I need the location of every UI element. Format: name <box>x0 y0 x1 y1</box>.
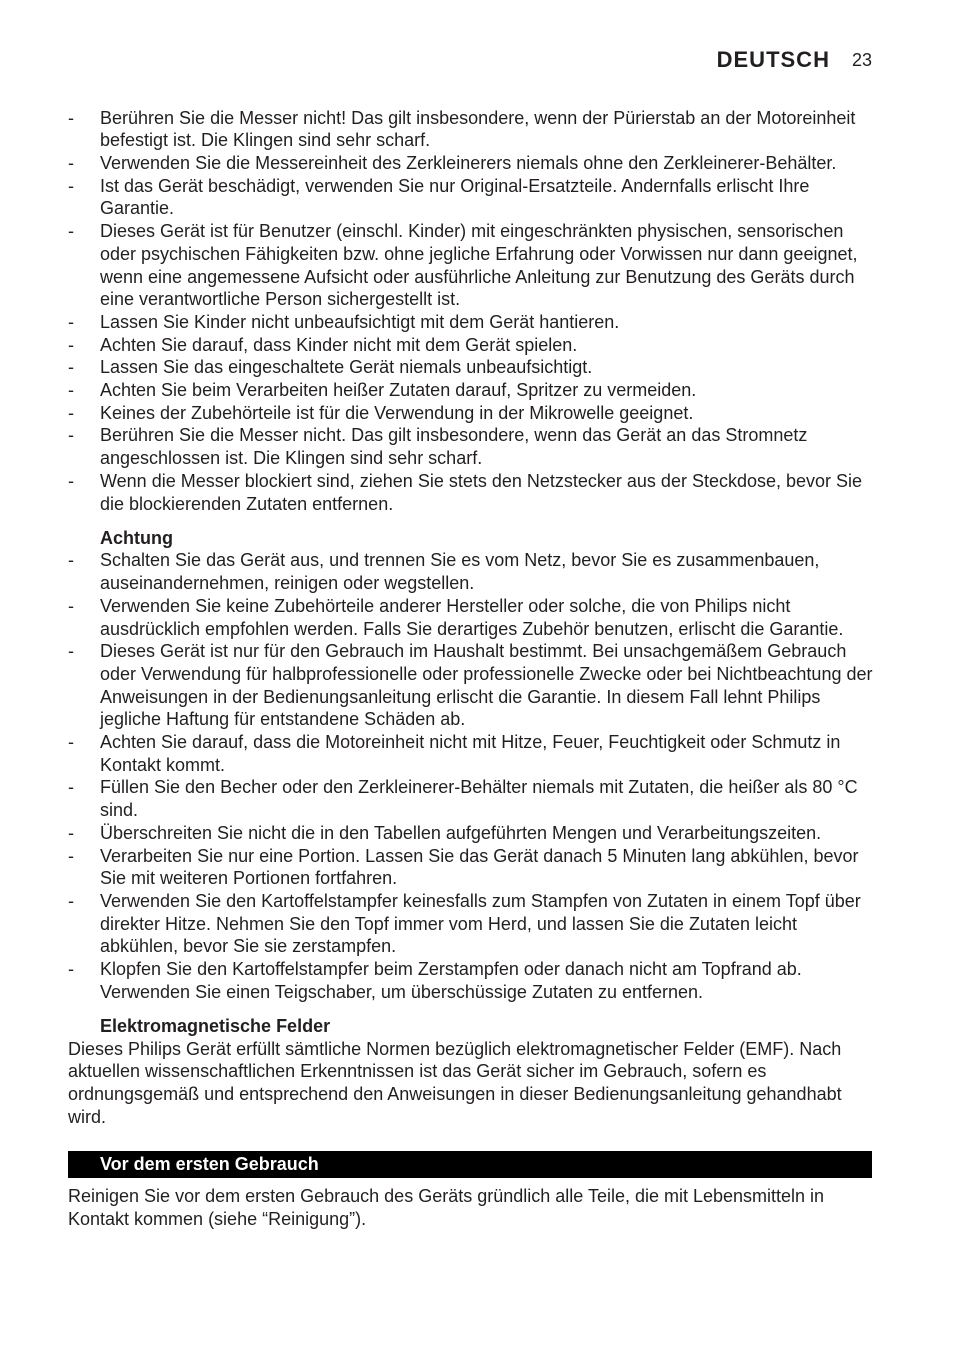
list-item: - Verwenden Sie den Kartoffelstampfer keinesfalls zum Stampfen von Zutaten in einem Topf über direkter Hitze. Nehmen Sie den Topf immer vom Herd, und lassen Sie die Zutaten leicht abkühlen, bevor Sie sie zerstampfen. <box>68 890 880 958</box>
warnings-list <box>68 107 880 516</box>
list-item: - Dieses Gerät ist nur für den Gebrauch im Haushalt bestimmt. Bei unsachgemäßem Gebrauch oder Verwendung für halbprofessionelle oder professionelle Zwecke oder bei Nichtbeachtung der Anweisungen in der Bedienungsanleitung erlischt die Garantie. In diesem Fall lehnt Philips jegliche Haftung für entstandene Schäden ab. <box>68 640 880 731</box>
list-item: - Verwenden Sie die Messereinheit des Zerkleinerers niemals ohne den Zerkleinerer-Behälter. <box>68 152 880 175</box>
list-item: - Verarbeiten Sie nur eine Portion. Lassen Sie das Gerät danach 5 Minuten lang abkühlen, bevor Sie mit weiteren Portionen fortfahren. <box>68 845 880 890</box>
list-item: - Lassen Sie Kinder nicht unbeaufsichtigt mit dem Gerät hantieren. <box>68 311 880 334</box>
list-item: - Dieses Gerät ist für Benutzer (einschl. Kinder) mit eingeschränkten physischen, sensorischen oder psychischen Fähigkeiten bzw. ohne jegliche Erfahrung oder Vorwissen nur dann geeignet, wenn eine angemessene Aufsicht oder ausführliche Anleitung zur Benutzung des Geräts durch eine verantwortliche Person sichergestellt ist. <box>68 220 880 311</box>
list-item: - Schalten Sie das Gerät aus, und trennen Sie es vom Netz, bevor Sie es zusammenbauen, auseinandernehmen, reinigen oder wegstellen. <box>68 549 880 594</box>
list-item: - Berühren Sie die Messer nicht! Das gilt insbesondere, wenn der Pürierstab an der Motoreinheit befestigt ist. Die Klingen sind sehr scharf. <box>68 107 880 152</box>
list-item: - Achten Sie darauf, dass die Motoreinheit nicht mit Hitze, Feuer, Feuchtigkeit oder Schmutz in Kontakt kommt. <box>68 731 880 776</box>
list-item: - Überschreiten Sie nicht die in den Tabellen aufgeführten Mengen und Verarbeitungszeiten. <box>68 822 880 845</box>
first-use-paragraph: Reinigen Sie vor dem ersten Gebrauch des Geräts gründlich alle Teile, die mit Lebensmitteln in Kontakt kommen (siehe “Reinigung”). <box>68 1186 825 1229</box>
list-item: - Füllen Sie den Becher oder den Zerkleinerer-Behälter niemals mit Zutaten, die heißer als 80 °C sind. <box>68 776 880 821</box>
list-item: - Wenn die Messer blockiert sind, ziehen Sie stets den Netzstecker aus der Steckdose, bevor Sie die blockierenden Zutaten entfernen. <box>68 470 880 515</box>
list-item: - Achten Sie beim Verarbeiten heißer Zutaten darauf, Spritzer zu vermeiden. <box>68 379 880 402</box>
section-heading-first-use: Vor dem ersten Gebrauch <box>68 1151 872 1178</box>
caution-list <box>68 549 880 1003</box>
page-number: 23 <box>851 50 872 70</box>
list-item: - Berühren Sie die Messer nicht. Das gilt insbesondere, wenn das Gerät an das Stromnetz angeschlossen ist. Die Klingen sind sehr scharf. <box>68 424 880 469</box>
list-item: - Keines der Zubehörteile ist für die Verwendung in der Mikrowelle geeignet. <box>68 402 880 425</box>
page-header <box>717 45 872 75</box>
section-heading-emf: Elektromagnetische Felder <box>100 1016 331 1037</box>
page-content <box>68 107 880 1231</box>
list-item: - Verwenden Sie keine Zubehörteile anderer Hersteller oder solche, die von Philips nicht ausdrücklich empfohlen werden. Falls Sie derartiges Zubehör benutzen, erlischt die Garantie. <box>68 595 880 640</box>
section-heading-caution: Achtung <box>100 527 173 548</box>
emf-paragraph: Dieses Philips Gerät erfüllt sämtliche Normen bezüglich elektromagnetischer Felder (EMF). Nach aktuellen wissenschaftlichen Erkenntnissen ist das Gerät sicher im Gebrauch, sofern es ordnungsgemäß und entsprechend den Anweisungen in dieser Bedienungsanleitung gehandhabt wird. <box>68 1038 842 1127</box>
list-item: - Klopfen Sie den Kartoffelstampfer beim Zerstampfen oder danach nicht am Topfrand ab. Verwenden Sie einen Teigschaber, um überschüssige Zutaten zu entfernen. <box>68 958 880 1003</box>
language-label: DEUTSCH <box>716 47 830 72</box>
list-item: - Lassen Sie das eingeschaltete Gerät niemals unbeaufsichtigt. <box>68 356 880 379</box>
list-item: - Ist das Gerät beschädigt, verwenden Sie nur Original-Ersatzteile. Andernfalls erlischt Ihre Garantie. <box>68 175 880 220</box>
list-item: - Achten Sie darauf, dass Kinder nicht mit dem Gerät spielen. <box>68 334 880 357</box>
